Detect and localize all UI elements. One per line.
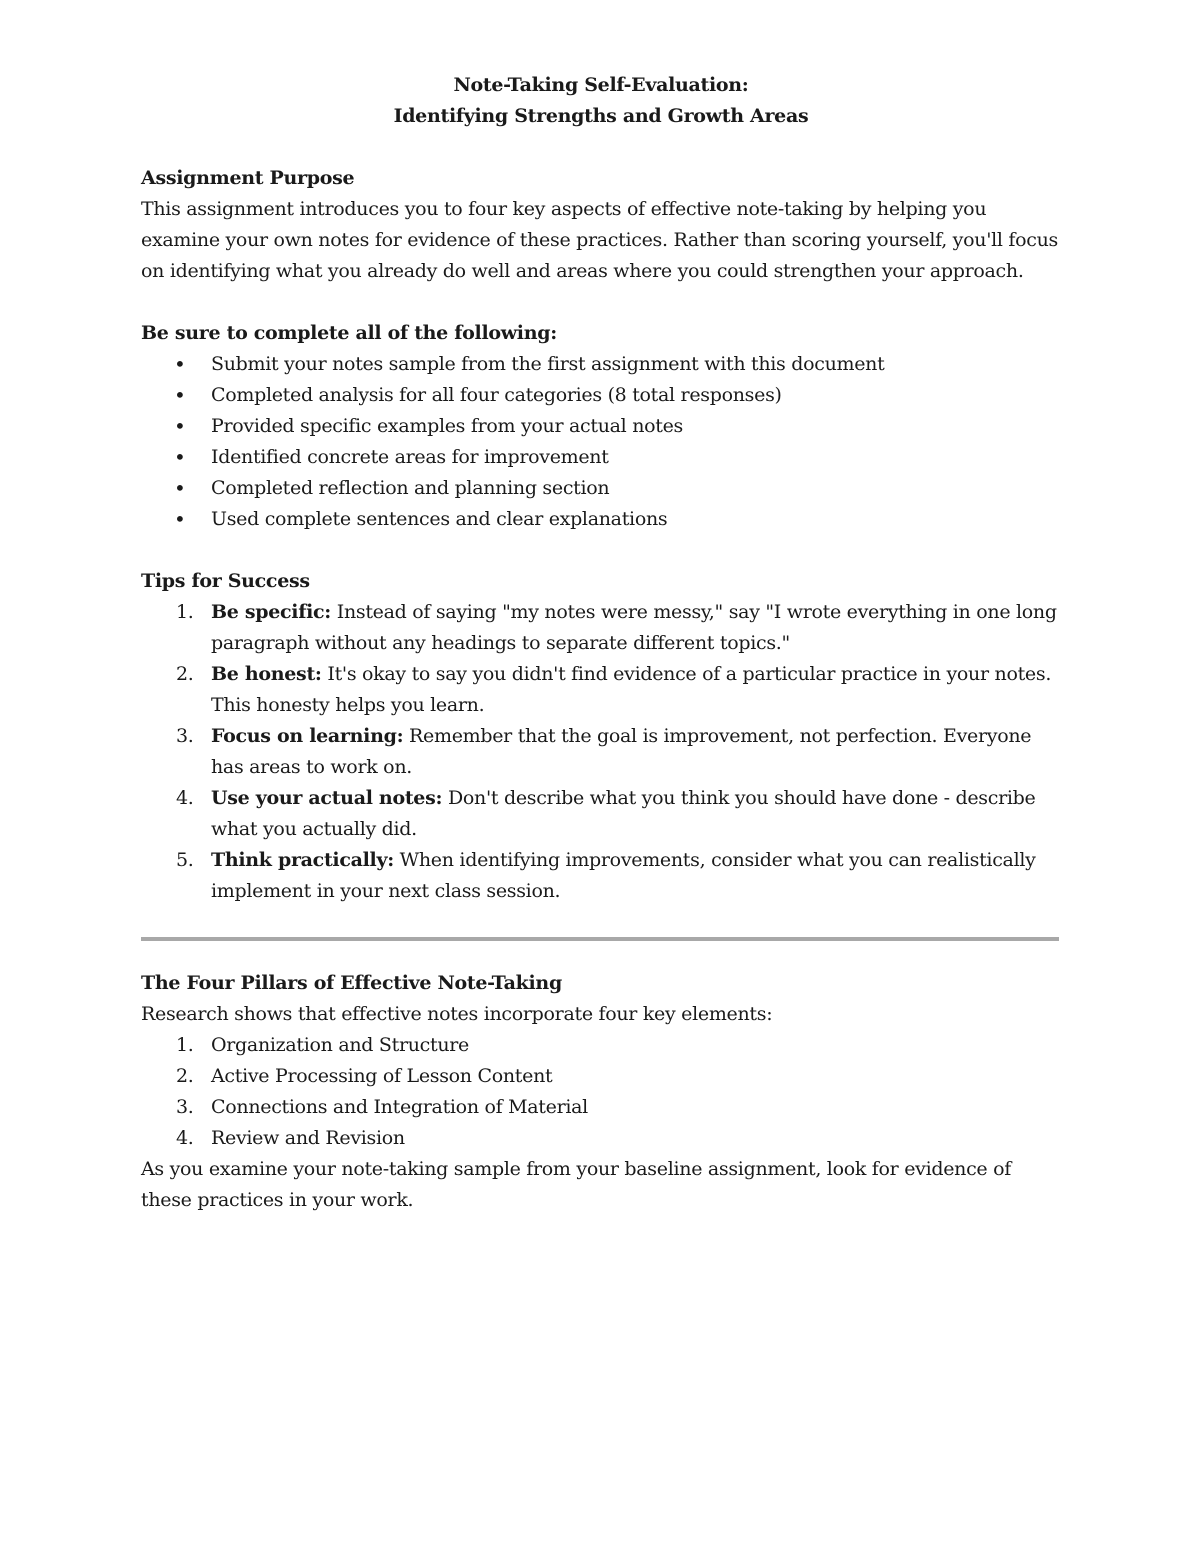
tip-text: Remember that the goal is improvement, not perfection. Everyone has areas to work on. — [211, 725, 1032, 778]
document-page — [141, 70, 1061, 1216]
tip-item — [141, 783, 1061, 845]
pillars-outro: As you examine your note-taking sample from your baseline assignment, look for evidence of these practices in your work. — [141, 1158, 1011, 1211]
pillar-number: 1. — [176, 1034, 194, 1056]
tip-text: Instead of saying "my notes were messy," say "I wrote everything in one long paragraph without any headings to separate different topics." — [211, 601, 1057, 654]
pillar-number: 4. — [176, 1127, 194, 1149]
tip-item — [141, 597, 1061, 659]
checklist-heading: Be sure to complete all of the following: — [141, 322, 557, 344]
horizontal-divider — [141, 937, 1059, 941]
pillar-item — [141, 1061, 1061, 1092]
title-line-1: Note-Taking Self-Evaluation: — [453, 74, 749, 96]
tips-heading: Tips for Success — [141, 570, 310, 592]
tip-term: Be specific: — [211, 601, 331, 623]
tip-item — [141, 721, 1061, 783]
tip-term: Use your actual notes: — [211, 787, 443, 809]
checklist-item: • Completed reflection and planning section — [141, 473, 1061, 504]
checklist-item: • Completed analysis for all four categories (8 total responses) — [141, 380, 1061, 411]
checklist-item: • Provided specific examples from your actual notes — [141, 411, 1061, 442]
tip-number: 2. — [176, 663, 194, 685]
document-title — [141, 70, 1061, 132]
pillars-section — [141, 968, 1061, 1216]
tips-section — [141, 566, 1061, 907]
pillar-number: 2. — [176, 1065, 194, 1087]
assignment-purpose-heading: Assignment Purpose — [141, 167, 355, 189]
tip-text: It's okay to say you didn't find evidence of a particular practice in your notes. This honesty helps you learn. — [211, 663, 1052, 716]
assignment-purpose-section — [141, 163, 1061, 287]
tip-number: 5. — [176, 849, 194, 871]
pillar-item — [141, 1123, 1061, 1154]
tip-term: Think practically: — [211, 849, 394, 871]
pillar-text: Active Processing of Lesson Content — [211, 1065, 553, 1087]
tip-item — [141, 845, 1061, 907]
tip-number: 4. — [176, 787, 194, 809]
pillar-text: Organization and Structure — [211, 1034, 470, 1056]
pillars-list — [141, 1030, 1061, 1154]
pillar-text: Connections and Integration of Material — [211, 1096, 588, 1118]
pillar-item — [141, 1030, 1061, 1061]
checklist-item: • Identified concrete areas for improvement — [141, 442, 1061, 473]
checklist-item: • Used complete sentences and clear explanations — [141, 504, 1061, 535]
tip-term: Be honest: — [211, 663, 322, 685]
title-line-2: Identifying Strengths and Growth Areas — [393, 105, 809, 127]
tip-number: 1. — [176, 601, 194, 623]
pillars-intro: Research shows that effective notes incorporate four key elements: — [141, 1003, 773, 1025]
tip-item — [141, 659, 1061, 721]
pillar-text: Review and Revision — [211, 1127, 405, 1149]
checklist-section — [141, 318, 1061, 535]
checklist-item: • Submit your notes sample from the first assignment with this document — [141, 349, 1061, 380]
tip-text: When identifying improvements, consider what you can realistically implement in your next class session. — [211, 849, 1036, 902]
checklist-list — [141, 349, 1061, 535]
tip-term: Focus on learning: — [211, 725, 404, 747]
tips-list — [141, 597, 1061, 907]
assignment-purpose-body: This assignment introduces you to four key aspects of effective note-taking by helping you examine your own notes for evidence of these practices. Rather than scoring yourself, you'll focus on identifying what you already do well and areas where you could strengthen your approach. — [141, 198, 1059, 282]
tip-number: 3. — [176, 725, 194, 747]
pillar-number: 3. — [176, 1096, 194, 1118]
pillars-heading: The Four Pillars of Effective Note-Taking — [141, 972, 562, 994]
pillar-item — [141, 1092, 1061, 1123]
tip-text: Don't describe what you think you should have done - describe what you actually did. — [211, 787, 1036, 840]
